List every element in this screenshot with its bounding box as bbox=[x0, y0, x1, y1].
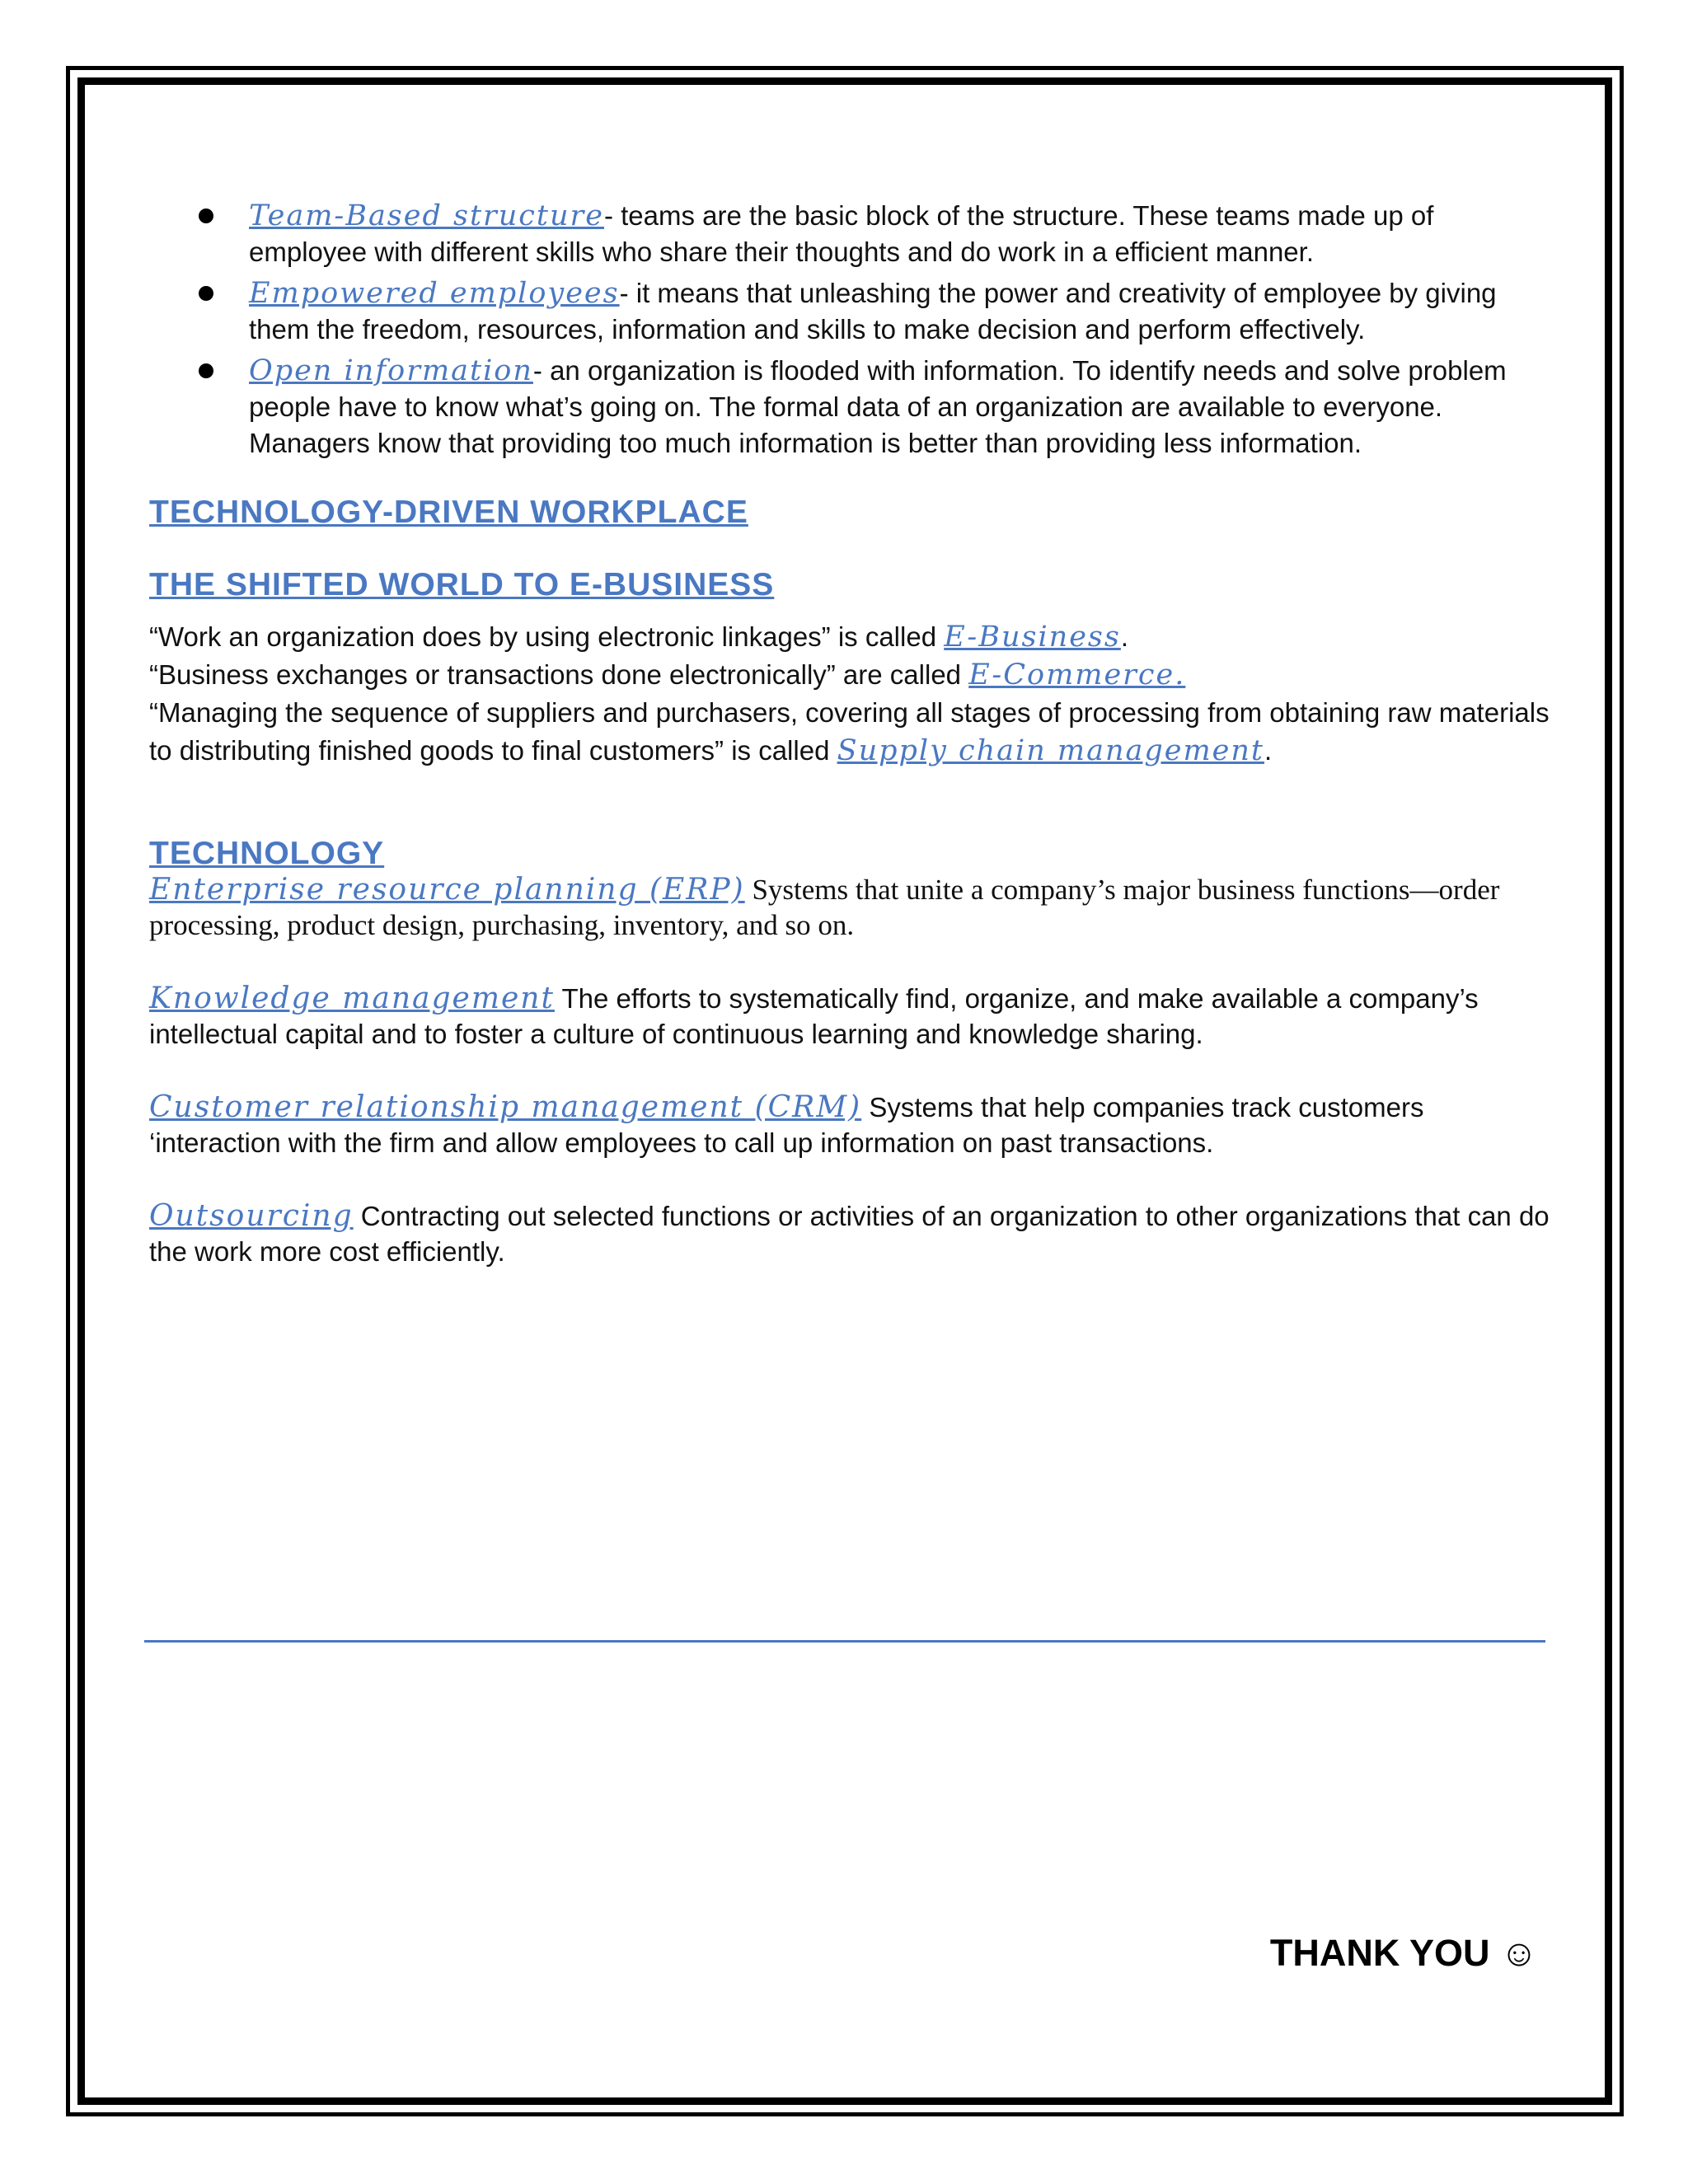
technology-list bbox=[149, 872, 1550, 1269]
heading-shifted-world-ebusiness: THE SHIFTED WORLD TO E-BUSINESS bbox=[149, 567, 775, 602]
term-erp: Enterprise resource planning (ERP) bbox=[149, 873, 745, 907]
tech-item-crm bbox=[149, 1090, 1550, 1160]
term-outsourcing: Outsourcing bbox=[149, 1199, 354, 1233]
term-description: - an organization is flooded with information. To identify needs and solve problem people have to know what’s going on. The formal data of an organization are available to everyone. Managers know that providing too much information is better than providing less information. bbox=[249, 355, 1507, 458]
term-ebusiness: E-Business bbox=[944, 621, 1121, 654]
term-knowledge-management: Knowledge management bbox=[149, 982, 555, 1015]
horizontal-rule bbox=[144, 1640, 1545, 1643]
term-supply-chain-management: Supply chain management bbox=[837, 734, 1264, 767]
list-item bbox=[149, 275, 1550, 348]
definition-supply-chain bbox=[149, 694, 1550, 770]
term-description: The efforts to systematically find, organize, and make available a company’s intellectual capital and to foster a culture of continuous learning and knowledge sharing. bbox=[149, 983, 1479, 1049]
definition-end: . bbox=[1264, 735, 1273, 766]
heading-technology: TECHNOLOGY bbox=[149, 836, 385, 871]
term-ecommerce: E-Commerce. bbox=[968, 658, 1186, 691]
list-item bbox=[149, 353, 1550, 462]
thank-you-text: THANK YOU ☺ bbox=[1269, 1932, 1538, 1974]
definition-ebusiness bbox=[149, 618, 1550, 656]
bullet-list bbox=[149, 198, 1550, 462]
tech-item-knowledge-management bbox=[149, 981, 1550, 1052]
bullet-icon bbox=[199, 286, 213, 301]
term-description: - teams are the basic block of the structure. These teams made up of employee with different skills who share their thoughts and do work in a efficient manner. bbox=[249, 200, 1434, 267]
term-crm: Customer relationship management (CRM) bbox=[149, 1090, 862, 1124]
definitions-block bbox=[149, 618, 1550, 770]
definition-text: “Business exchanges or transactions done electronically” are called bbox=[149, 659, 969, 690]
definition-text: “Managing the sequence of suppliers and purchasers, covering all stages of processing from obtaining raw materials to distributing finished goods to final customers” is called bbox=[149, 697, 1550, 766]
tech-item-outsourcing bbox=[149, 1198, 1550, 1269]
term-open-information: Open information bbox=[249, 354, 533, 387]
heading-technology-driven-workplace: TECHNOLOGY-DRIVEN WORKPLACE bbox=[149, 494, 748, 530]
definition-ecommerce bbox=[149, 656, 1550, 694]
bullet-icon bbox=[199, 209, 213, 223]
definition-end: . bbox=[1120, 621, 1129, 652]
document-body bbox=[149, 198, 1550, 1296]
term-empowered-employees: Empowered employees bbox=[249, 277, 620, 310]
bullet-icon bbox=[199, 363, 213, 378]
term-team-based-structure: Team-Based structure bbox=[249, 199, 604, 232]
list-item bbox=[149, 198, 1550, 270]
term-description: Contracting out selected functions or activities of an organization to other organizations that can do the work more cost efficiently. bbox=[149, 1201, 1550, 1267]
term-description: Systems that unite a company’s major business functions—order processing, product design, purchasing, inventory, and so on. bbox=[149, 874, 1500, 941]
tech-item-erp bbox=[149, 872, 1550, 943]
term-description: Systems that help companies track customers ‘interaction with the firm and allow employees to call up information on past transactions. bbox=[149, 1092, 1424, 1158]
definition-text: “Work an organization does by using electronic linkages” is called bbox=[149, 621, 945, 652]
term-description: - it means that unleashing the power and creativity of employee by giving them the freedom, resources, information and skills to make decision and perform effectively. bbox=[249, 278, 1497, 344]
